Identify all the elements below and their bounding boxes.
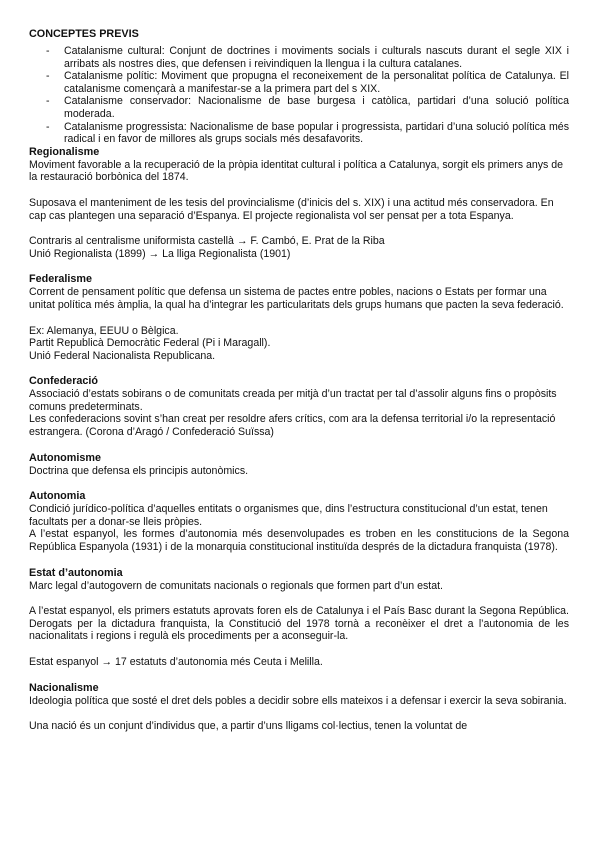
- dash-bullet: -: [46, 45, 50, 57]
- section-heading-nacionalisme: Nacionalisme: [29, 681, 99, 694]
- list-item: - Catalanisme conservador: Nacionalisme de base burgesa i catòlica, partidari d’una solució política moderada.: [46, 95, 569, 120]
- section-heading-autonomia: Autonomia: [29, 490, 86, 503]
- paragraph: A l’estat espanyol, els primers estatuts aprovats foren els de Catalunya i el País Basc durant la Segona República. Derogats per la dictadura franquista, la Constitució del 1978 tornà a reconèixer el dret a l’autonomia de les nacionalitats i regions i regulà els procediments per a aconseguir-la.: [29, 605, 569, 643]
- paragraph: Estat espanyol → 17 estatuts d’autonomia més Ceuta i Melilla.: [29, 656, 323, 668]
- paragraph: Ex: Alemanya, EEUU o Bèlgica.: [29, 324, 179, 337]
- list-item: - Catalanisme progressista: Nacionalisme de base popular i progressista, partidari d’una solució política més radical i en favor de millores als grups socials més desafavorits.: [46, 120, 569, 146]
- list-item: - Catalanisme polític: Moviment que propugna el reconeixement de la personalitat política de Catalunya. El catalanisme començarà a manifestar-se a la primera part del s XIX.: [46, 70, 569, 95]
- section-heading-confederacio: Confederació: [29, 375, 98, 388]
- section-heading-autonomisme: Autonomisme: [29, 451, 101, 464]
- dash-bullet: -: [46, 120, 50, 133]
- concepts-list: [29, 45, 569, 146]
- dash-bullet: -: [46, 95, 50, 108]
- page-title: CONCEPTES PREVIS: [29, 28, 139, 40]
- section-heading-estat-autonomia: Estat d’autonomia: [29, 566, 123, 579]
- paragraph: Partit Republicà Democràtic Federal (Pi i Maragall).: [29, 337, 271, 350]
- paragraph: Marc legal d’autogovern de comunitats nacionals o regionals que formen part d’un estat.: [29, 579, 443, 592]
- paragraph: Una nació és un conjunt d’individus que, a partir d’uns lligams col·lectius, tenen la voluntat de: [29, 720, 468, 733]
- dash-bullet: -: [46, 70, 50, 83]
- paragraph: Moviment favorable a la recuperació de la pròpia identitat cultural i política a Catalunya, sorgit els primers anys de la restauració borbònica del 1874.: [29, 158, 564, 184]
- paragraph: Ideologia política que sosté el dret dels pobles a decidir sobre ells mateixos i a defensar i exercir la seva sobirania.: [29, 694, 567, 707]
- paragraph: Condició jurídico-política d’aquelles entitats o organismes que, dins l’estructura constitucional d’un estat, tenen facultats per a donar-se lleis pròpies.: [29, 503, 548, 528]
- section-heading-federalisme: Federalisme: [29, 273, 93, 286]
- paragraph: Doctrina que defensa els principis autonòmics.: [29, 464, 249, 477]
- section-heading-regionalisme: Regionalisme: [29, 145, 100, 158]
- paragraph: Contraris al centralisme uniformista castellà → F. Cambó, E. Prat de la Riba: [29, 235, 385, 248]
- paragraph: Les confederacions sovint s’han creat per resoldre afers crítics, com ara la defensa territorial i/o la representació estrangera. (Corona d’Aragó / Confederació Suïssa): [29, 413, 556, 439]
- list-item: - Catalanisme cultural: Conjunt de doctrines i moviments socials i culturals nascuts durant el segle XIX i arribats als nostres dies, que defensen i reivindiquen la llengua i la cultura catalanes.: [46, 45, 569, 70]
- paragraph: Corrent de pensament polític que defensa un sistema de pactes entre pobles, nacions o Estats per formar una unitat política més àmplia, la qual ha d’integrar les particularitats dels grups humans que pacten la seva federació.: [29, 286, 564, 311]
- paragraph: Associació d’estats sobirans o de comunitats creada per mitjà d’un tractat per tal d’assolir alguns fins o propòsits comuns predeterminats.: [29, 388, 557, 413]
- paragraph: Suposava el manteniment de les tesis del provincialisme (d’inicis del s. XIX) i una actitud més conservadora. En cap cas plantegen una separació d’Espanya. El projecte regionalista vol ser pensat per a tota Espanya.: [29, 196, 554, 222]
- paragraph: A l’estat espanyol, les formes d’autonomia més desenvolupades es troben en les constitucions de la Segona República Espanyola (1931) i de la monarquia constitucional instituïda després de la dictadura franquista (1978).: [29, 528, 569, 554]
- paragraph: Unió Regionalista (1899) → La lliga Regionalista (1901): [29, 247, 291, 260]
- paragraph: Unió Federal Nacionalista Republicana.: [29, 349, 216, 362]
